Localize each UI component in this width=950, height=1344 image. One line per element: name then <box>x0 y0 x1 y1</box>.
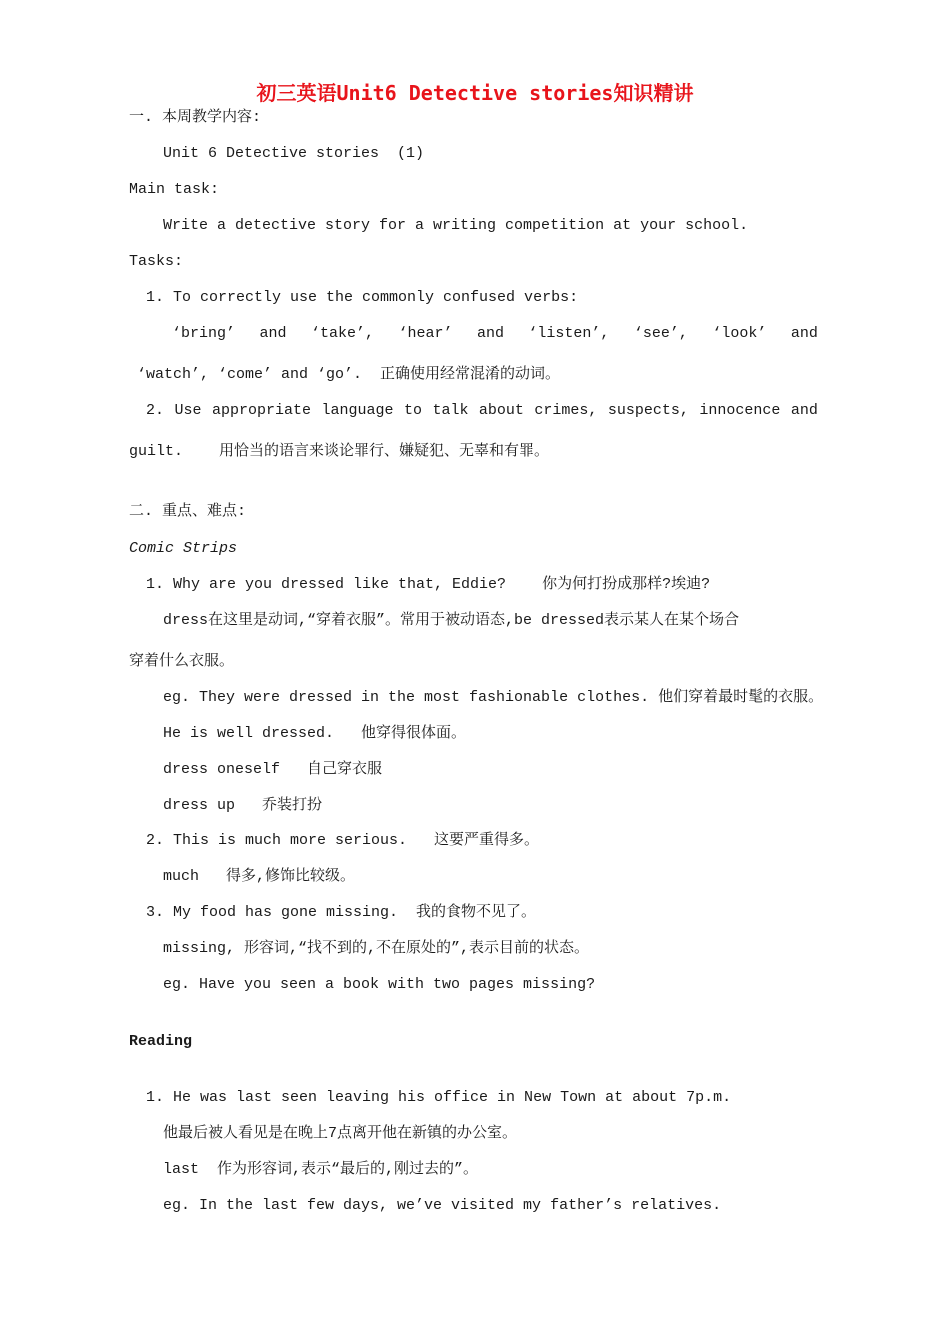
task-2-words <box>146 401 818 421</box>
example-line: eg. In the last few days, we’ve visited my father’s relatives. <box>163 1197 722 1214</box>
word: appropriate <box>211 402 311 419</box>
comic-item-3: 3. My food has gone missing. 我的食物不见了。 <box>146 904 537 921</box>
example-line: dress up 乔装打扮 <box>163 797 323 814</box>
word: and <box>790 402 818 419</box>
comic-item-2-note: much 得多,修饰比较级。 <box>163 868 356 885</box>
word: to <box>403 402 422 419</box>
task-1: 1. To correctly use the commonly confused verbs: <box>146 289 579 306</box>
word: ‘look’ <box>712 325 767 342</box>
comic-item-1-note-cont: 穿着什么衣服。 <box>129 653 235 670</box>
task-1-words <box>129 324 818 344</box>
main-task-text: Write a detective story for a writing competition at your school. <box>163 217 749 234</box>
word: and <box>790 325 818 342</box>
comic-item-3-note: missing, 形容词,“找不到的,不在原处的”,表示目前的状态。 <box>163 940 590 957</box>
unit-line: Unit 6 Detective stories (1) <box>163 145 425 162</box>
word: 2. <box>146 402 165 419</box>
task-2-continuation: guilt. 用恰当的语言来谈论罪行、嫌疑犯、无辜和有罪。 <box>129 443 550 460</box>
task-1-continuation: ‘watch’, ‘come’ and ‘go’. 正确使用经常混淆的动词。 <box>137 366 561 383</box>
section1-heading: 一. 本周教学内容: <box>129 109 262 126</box>
word: suspects, <box>607 402 689 419</box>
comic-item-2: 2. This is much more serious. 这要严重得多。 <box>146 832 540 849</box>
word: ‘take’, <box>310 325 374 342</box>
section2-heading: 二. 重点、难点: <box>129 503 247 520</box>
example-line: dress oneself 自己穿衣服 <box>163 761 383 778</box>
comic-item-1-note: dress在这里是动词,“穿着衣服”。常用于被动语态,be dressed表示某人在某个场合 <box>163 612 740 629</box>
example-line: He is well dressed. 他穿得很体面。 <box>163 725 467 742</box>
word: ‘listen’, <box>528 325 610 342</box>
page-title: 初三英语Unit6 Detective stories知识精讲 <box>256 81 694 105</box>
word: and <box>259 325 287 342</box>
word: talk <box>432 402 469 419</box>
tasks-label: Tasks: <box>129 253 184 270</box>
word: ‘bring’ <box>172 325 236 342</box>
word: innocence <box>699 402 781 419</box>
reading-item-1: 1. He was last seen leaving his office in New Town at about 7p.m. <box>146 1089 732 1106</box>
word: and <box>476 325 504 342</box>
word: language <box>321 402 394 419</box>
reading-item-1-translation: 他最后被人看见是在晚上7点离开他在新镇的办公室。 <box>163 1125 518 1142</box>
main-task-label: Main task: <box>129 181 220 198</box>
example-line: eg. They were dressed in the most fashionable clothes. 他们穿着最时髦的衣服。 <box>163 689 824 706</box>
word: crimes, <box>534 402 598 419</box>
reading-item-1-note: last 作为形容词,表示“最后的,刚过去的”。 <box>163 1161 479 1178</box>
word: ‘hear’ <box>398 325 453 342</box>
example-line: eg. Have you seen a book with two pages missing? <box>163 976 596 993</box>
comic-strips-label: Comic Strips <box>129 540 238 557</box>
reading-heading: Reading <box>129 1033 193 1050</box>
word: about <box>478 402 524 419</box>
word: ‘see’, <box>633 325 688 342</box>
comic-item-1: 1. Why are you dressed like that, Eddie? 你为何打扮成那样?埃迪? <box>146 576 711 593</box>
word: Use <box>174 402 202 419</box>
